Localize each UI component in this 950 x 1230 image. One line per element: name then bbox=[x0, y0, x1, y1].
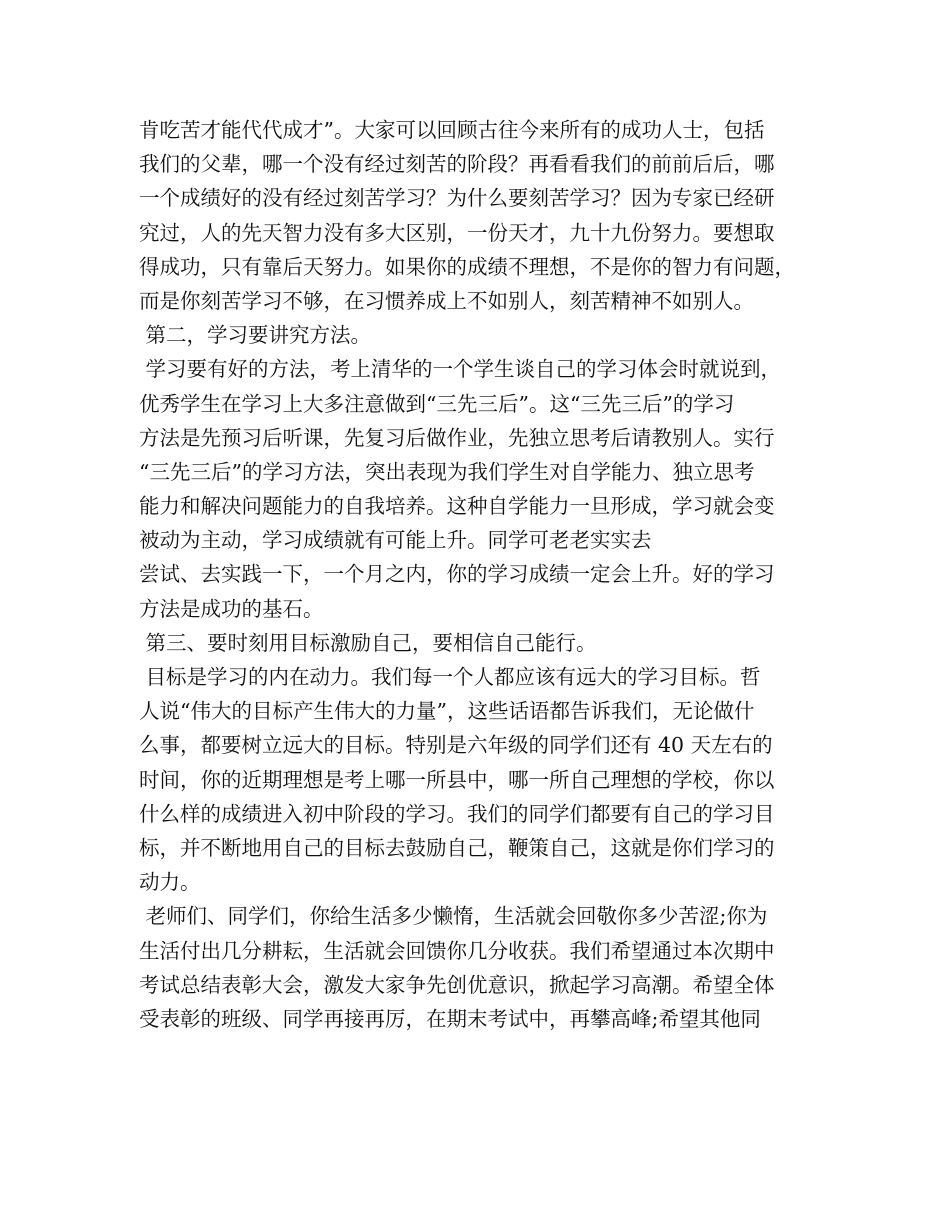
text-line: 尝试、去实践一下，一个月之内，你的学习成绩一定会上升。好的学习 bbox=[139, 562, 775, 587]
text-line: 方法是先预习后听课，先复习后做作业，先独立思考后请教别人。实行 bbox=[139, 425, 775, 450]
text-line: 我们的父辈，哪一个没有经过刻苦的阶段？再看看我们的前前后后，哪 bbox=[139, 152, 775, 177]
body-text bbox=[139, 113, 829, 1036]
text-line: 得成功，只有靠后天努力。如果你的成绩不理想，不是你的智力有问题， bbox=[139, 254, 795, 279]
text-line: 考试总结表彰大会，激发大家争先创优意识，掀起学习高潮。希望全体 bbox=[139, 972, 775, 997]
text-line: 目标是学习的内在动力。我们每一个人都应该有远大的学习目标。哲 bbox=[139, 665, 761, 689]
text-line: 而是你刻苦学习不够，在习惯养成上不如别人，刻苦精神不如别人。 bbox=[139, 288, 754, 313]
text-line: 人说“伟大的目标产生伟大的力量”，这些话语都告诉我们，无论做什 bbox=[139, 699, 755, 724]
text-line: “三先三后”的学习方法，突出表现为我们学生对自学能力、独立思考 bbox=[139, 459, 755, 484]
text-line: 方法是成功的基石。 bbox=[139, 596, 324, 621]
text-line: 老师们、同学们，你给生活多少懒惰，生活就会回敬你多少苦涩;你为 bbox=[139, 904, 768, 929]
text-line: 究过，人的先天智力没有多大区别，一份天才，九十九份努力。要想取 bbox=[139, 220, 775, 245]
text-line: 什么样的成绩进入初中阶段的学习。我们的同学们都要有自己的学习目 bbox=[139, 801, 775, 826]
text-line: 动力。 bbox=[139, 870, 201, 895]
text-line: 时间，你的近期理想是考上哪一所县中，哪一所自己理想的学校，你以 bbox=[139, 767, 775, 792]
text-line: 能力和解决问题能力的自我培养。这种自学能力一旦形成，学习就会变 bbox=[139, 494, 775, 519]
text-line: 肯吃苦才能代代成才”。大家可以回顾古往今来所有的成功人士，包括 bbox=[139, 118, 765, 142]
text-line: 一个成绩好的没有经过刻苦学习？为什么要刻苦学习？因为专家已经研 bbox=[139, 186, 775, 211]
text-line: 么事，都要树立远大的目标。特别是六年级的同学们还有 40 天左右的 bbox=[139, 733, 773, 758]
section-heading: 第二，学习要讲究方法。 bbox=[139, 323, 372, 348]
text-line: 学习要有好的方法，考上清华的一个学生谈自己的学习体会时就说到， bbox=[139, 357, 782, 382]
text-line: 被动为主动，学习成绩就有可能上升。同学可老老实实去 bbox=[139, 528, 652, 553]
section-heading: 第三、要时刻用目标激励自己，要相信自己能行。 bbox=[139, 630, 597, 655]
text-line: 标，并不断地用自己的目标去鼓励自己，鞭策自己，这就是你们学习的 bbox=[139, 835, 775, 860]
text-line: 受表彰的班级、同学再接再厉，在期末考试中，再攀高峰;希望其他同 bbox=[139, 1006, 761, 1031]
text-line: 生活付出几分耕耘，生活就会回馈你几分收获。我们希望通过本次期中 bbox=[139, 938, 775, 963]
text-line: 优秀学生在学习上大多注意做到“三先三后”。这“三先三后”的学习 bbox=[139, 391, 735, 416]
